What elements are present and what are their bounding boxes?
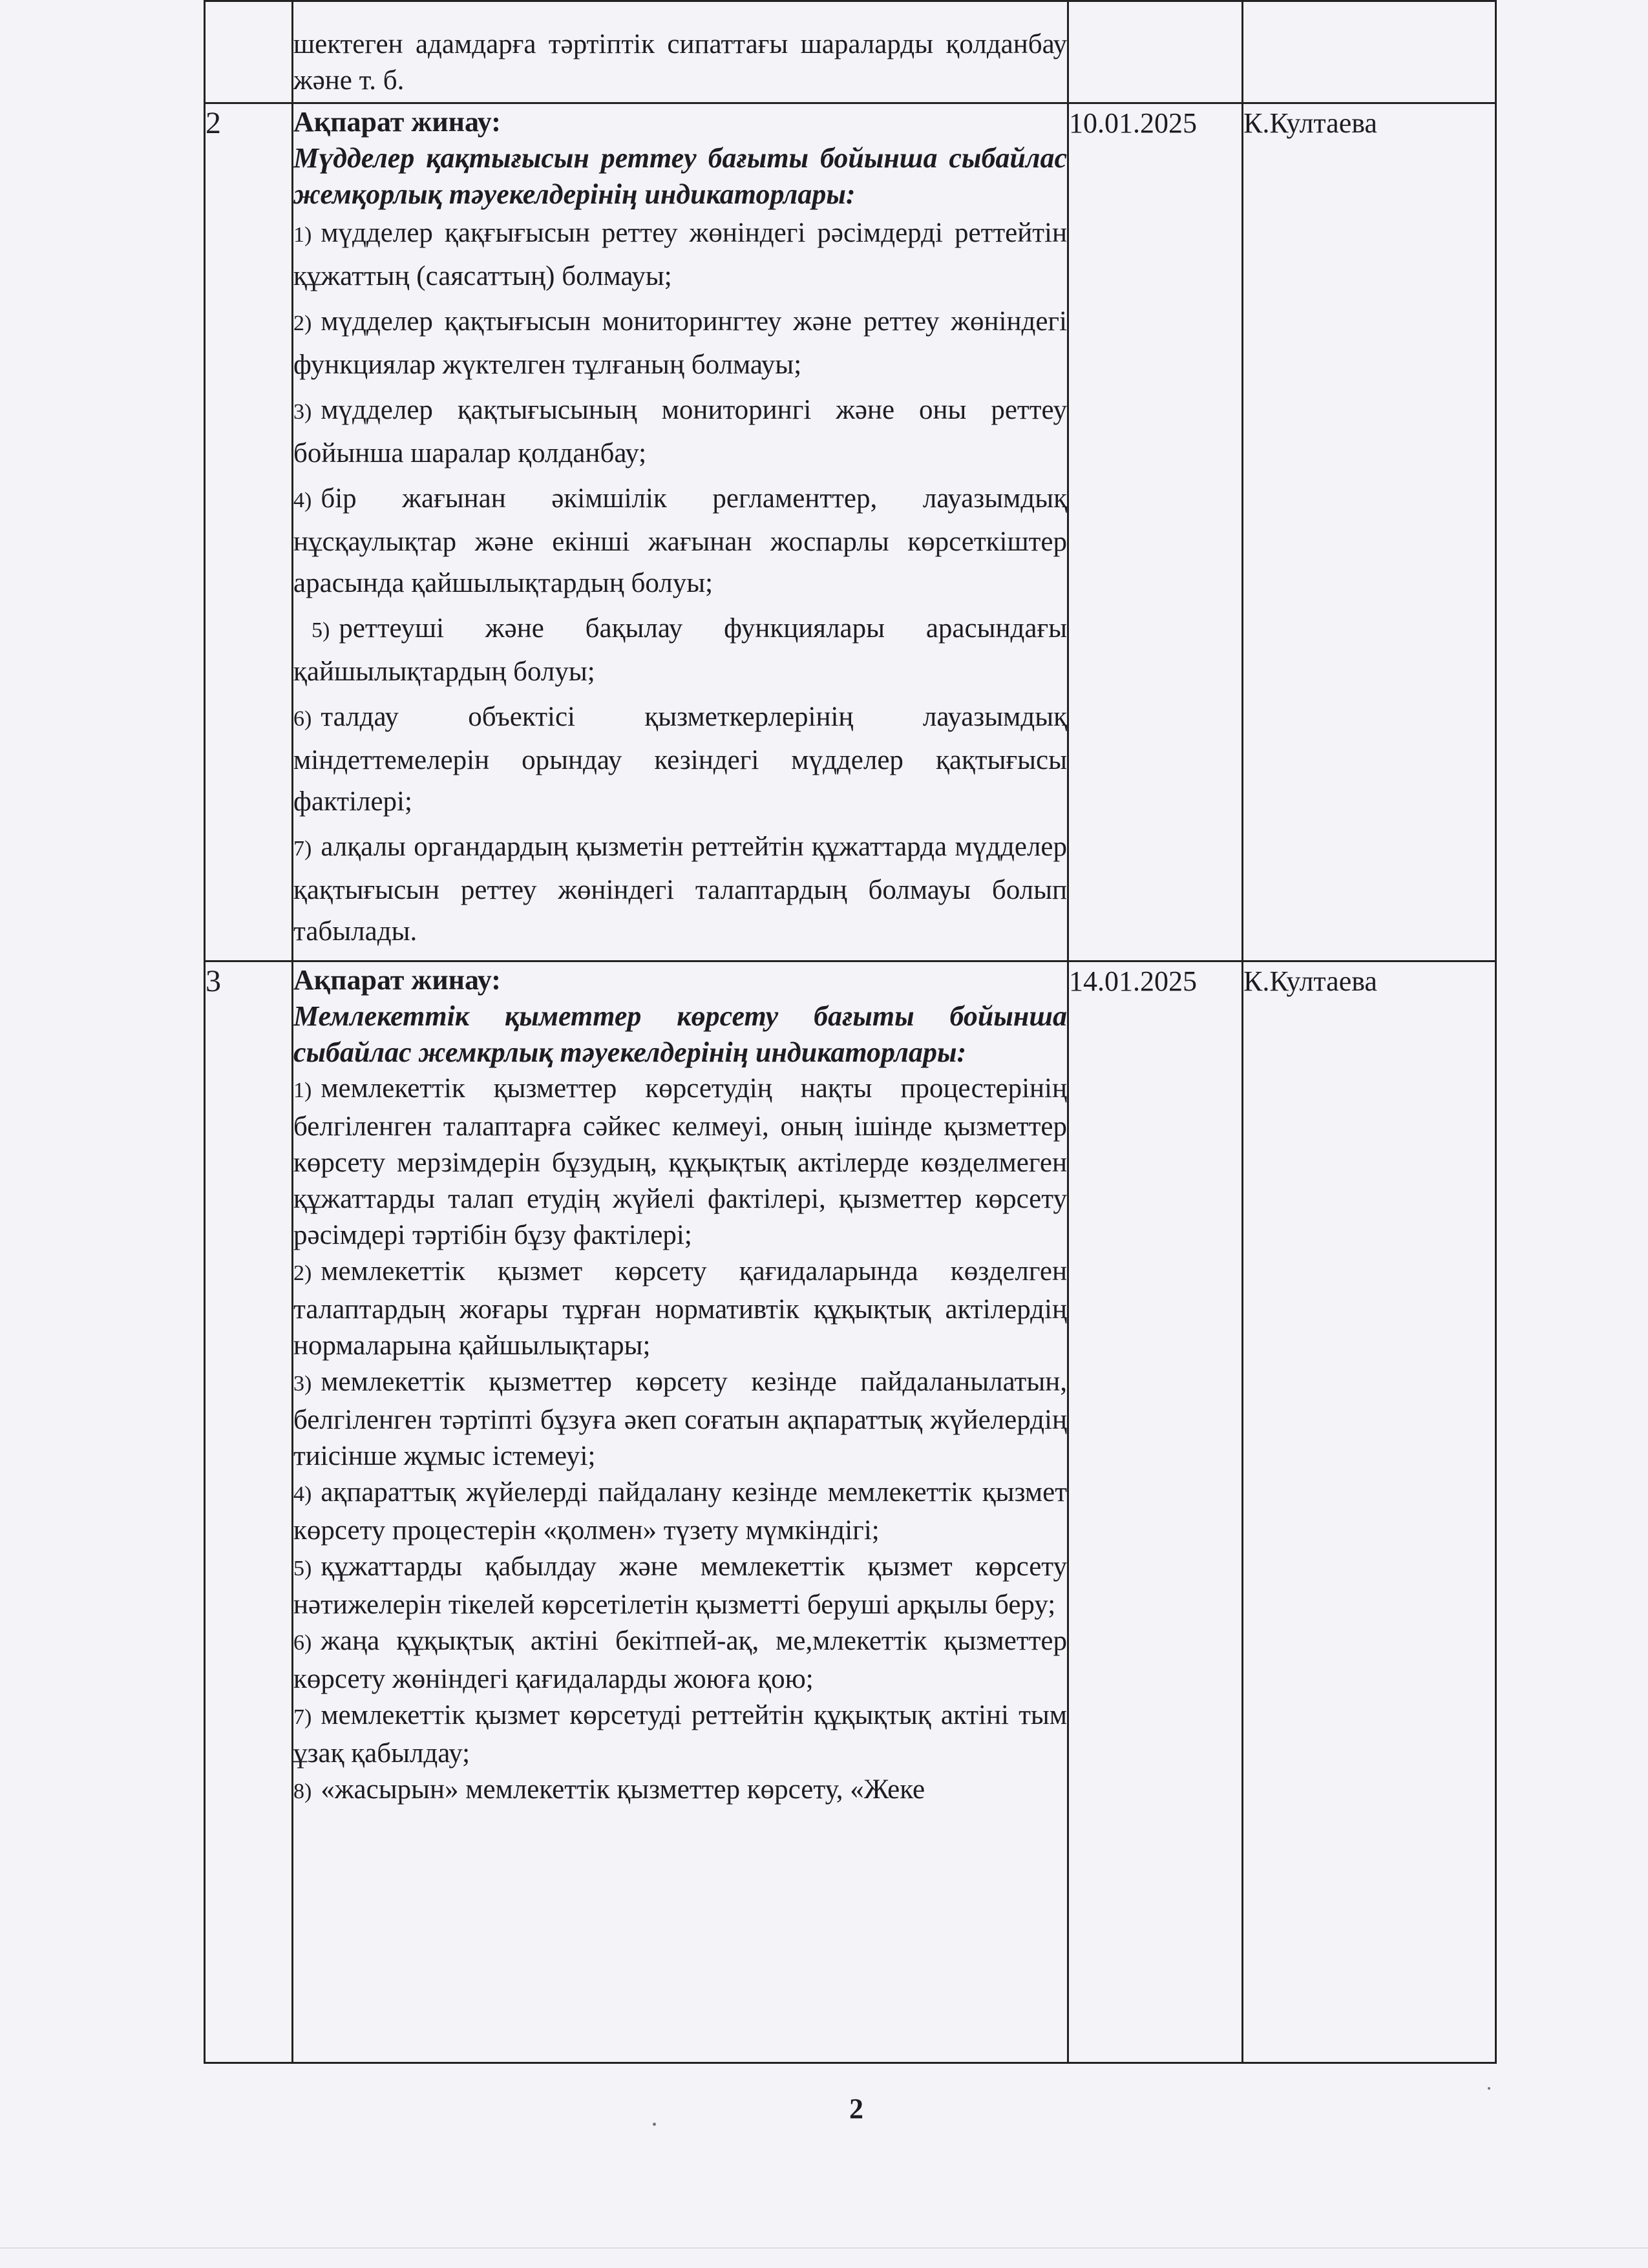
list-item: 7) алқалы органдардың қызметін реттейтін құжаттарда мүдделер қақтығысын реттеу жөніндегі талаптардың болмауы болып табылады.	[293, 832, 1067, 947]
row-number: 3	[205, 961, 293, 2063]
row-responsible: К.Култаева	[1243, 961, 1496, 2063]
cell-number	[205, 1, 293, 103]
list-item: 3) мүдделер қақтығысының мониторингі және оны реттеу бойынша шаралар қолданбау;	[293, 395, 1067, 468]
table-row-continuation	[205, 1, 1496, 103]
table-row-3	[205, 961, 1496, 2063]
row-responsible: К.Култаева	[1243, 103, 1496, 961]
row-content	[293, 103, 1068, 961]
list-item: 5) құжаттарды қабылдау және мемлекеттік қызмет көрсету нәтижелерін тікелей көрсетілетін қызметті беруші арқылы беру;	[293, 1551, 1067, 1620]
cell-responsible	[1243, 1, 1496, 103]
scan-speck	[653, 2123, 656, 2126]
row-heading: Ақпарат жинау:	[293, 964, 501, 996]
list-item: 6) жаңа құқықтық актіні бекітпей-ақ, ме,млекеттік қызметтер көрсету жөніндегі қағидаларды жоюға қою;	[293, 1626, 1067, 1694]
row-subheading: Мүдделер қақтығысын реттеу бағыты бойынша сыбайлас жемқорлық тәуекелдерінің индикаторлары:	[293, 142, 1067, 210]
row-date: 10.01.2025	[1068, 103, 1243, 961]
list-item: 2) мүдделер қақтығысын мониторингтеу және реттеу жөніндегі функциялар жүктелген тұлғаның болмауы;	[293, 306, 1067, 380]
list-item: 5) реттеуші және бақылау функциялары арасындағы қайшылықтардың болуы;	[293, 613, 1067, 687]
row-number: 2	[205, 103, 293, 961]
scan-speck	[1488, 2087, 1490, 2090]
list-item: 4) бір жағынан әкімшілік регламенттер, лауазымдық нұсқаулықтар және екінші жағынан жоспарлы көрсеткіштер арасында қайшылықтардың болуы;	[293, 483, 1067, 598]
table-row-2	[205, 103, 1496, 961]
list-item: 4) ақпараттық жүйелерді пайдалану кезінде мемлекеттік қызмет көрсету процестерін «қолмен» түзету мүмкіндігі;	[293, 1477, 1067, 1546]
list-item: 1) мүдделер қақғығысын реттеу жөніндегі рәсімдерді реттейтін құжаттың (саясаттың) болмауы;	[293, 218, 1067, 291]
list-item: 8) «жасырын» мемлекеттік қызметтер көрсету, «Жеке	[293, 1774, 925, 1805]
row-content	[293, 961, 1068, 2063]
list-item: 2) мемлекеттік қызмет көрсету қағидаларында көзделген талаптардың жоғары тұрған нормативтік құқықтық актілердің нормаларына қайшылықтары;	[293, 1256, 1067, 1361]
list-item: 6) талдау объектісі қызметкерлерінің лауазымдық міндеттемелерін орындау кезіндегі мүдделер қақтығысы фактілері;	[293, 702, 1067, 817]
row-heading: Ақпарат жинау:	[293, 106, 501, 138]
cell-content	[293, 1, 1068, 103]
plan-table	[204, 0, 1497, 2064]
cell-date	[1068, 1, 1243, 103]
list-item: 1) мемлекеттік қызметтер көрсетудің нақты процестерінің белгіленген талаптарға сәйкес келмеуі, оның ішінде қызметтер көрсету мерзімдерін бұзудың, құқықтық актілерде көзделмеген құжаттарды талап етудің жүйелі фактілері, қызметтер көрсету рәсімдері тәртібін бұзу фактілері;	[293, 1073, 1067, 1250]
scan-edge	[0, 2247, 1648, 2249]
list-item: 3) мемлекеттік қызметтер көрсету кезінде пайдаланылатын, белгіленген тәртіпті бұзуға әкеп соғатын ақпараттық жүйелердің тиісінше жұмыс істемеуі;	[293, 1367, 1067, 1471]
row-subheading: Мемлекеттік қыметтер көрсету бағыты бойынша сыбайлас жемкрлық тәуекелдерінің индикаторлары:	[293, 1000, 1067, 1068]
row-date: 14.01.2025	[1068, 961, 1243, 2063]
list-item: 7) мемлекеттік қызмет көрсетуді реттейтін құқықтық актіні тым ұзақ қабылдау;	[293, 1700, 1067, 1769]
page-number: 2	[849, 2093, 863, 2125]
continuation-text: шектеген адамдарға тәртіптік сипаттағы шараларды қолданбау және т. б.	[293, 29, 1067, 96]
